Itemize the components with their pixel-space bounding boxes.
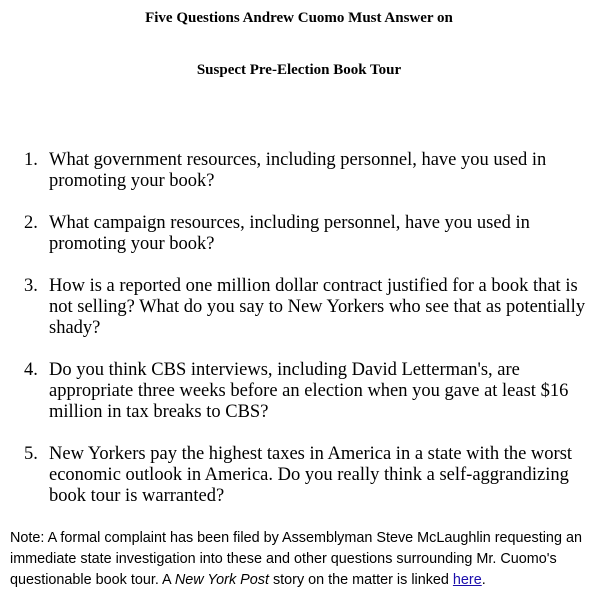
question-text: What government resources, including personnel, have you used in promoting your book?: [49, 150, 547, 191]
question-item: [0, 276, 598, 339]
question-item: [0, 444, 598, 507]
footnote-text-before: Note: A formal complaint has been filed by Assemblyman Steve McLaughlin requesting an immediate state investigation into these and other questions surrounding Mr. Cuomo's questionable book tour. A: [10, 530, 582, 588]
question-text: Do you think CBS interviews, including David Letterman's, are appropriate three weeks before an election when you gave at least $16 million in tax breaks to CBS?: [49, 360, 569, 422]
footnote-text-after: .: [481, 572, 486, 588]
question-item: [0, 150, 598, 192]
here-link[interactable]: here: [452, 572, 482, 588]
question-number: 4.: [24, 360, 38, 380]
question-text: How is a reported one million dollar contract justified for a book that is not selling? What do you say to New Yorkers who see that as potentially shady?: [49, 276, 586, 338]
document-title-line-2: Suspect Pre-Election Book Tour: [196, 62, 402, 78]
question-number: 1.: [24, 150, 38, 170]
question-text: New Yorkers pay the highest taxes in America in a state with the worst economic outlook in America. Do you really think a self-aggrandizing book tour is warranted?: [49, 444, 573, 506]
questions-list: [0, 150, 598, 528]
question-number: 3.: [24, 276, 38, 296]
footnote-text-middle: story on the matter is linked: [268, 572, 453, 588]
document-title-line-1: Five Questions Andrew Cuomo Must Answer on: [145, 10, 453, 26]
question-number: 5.: [24, 444, 38, 464]
footnote: [10, 528, 590, 591]
question-number: 2.: [24, 213, 38, 233]
question-text: What campaign resources, including personnel, have you used in promoting your book?: [49, 213, 530, 254]
question-item: [0, 213, 598, 255]
publication-name: New York Post: [174, 572, 269, 588]
question-item: [0, 360, 598, 423]
